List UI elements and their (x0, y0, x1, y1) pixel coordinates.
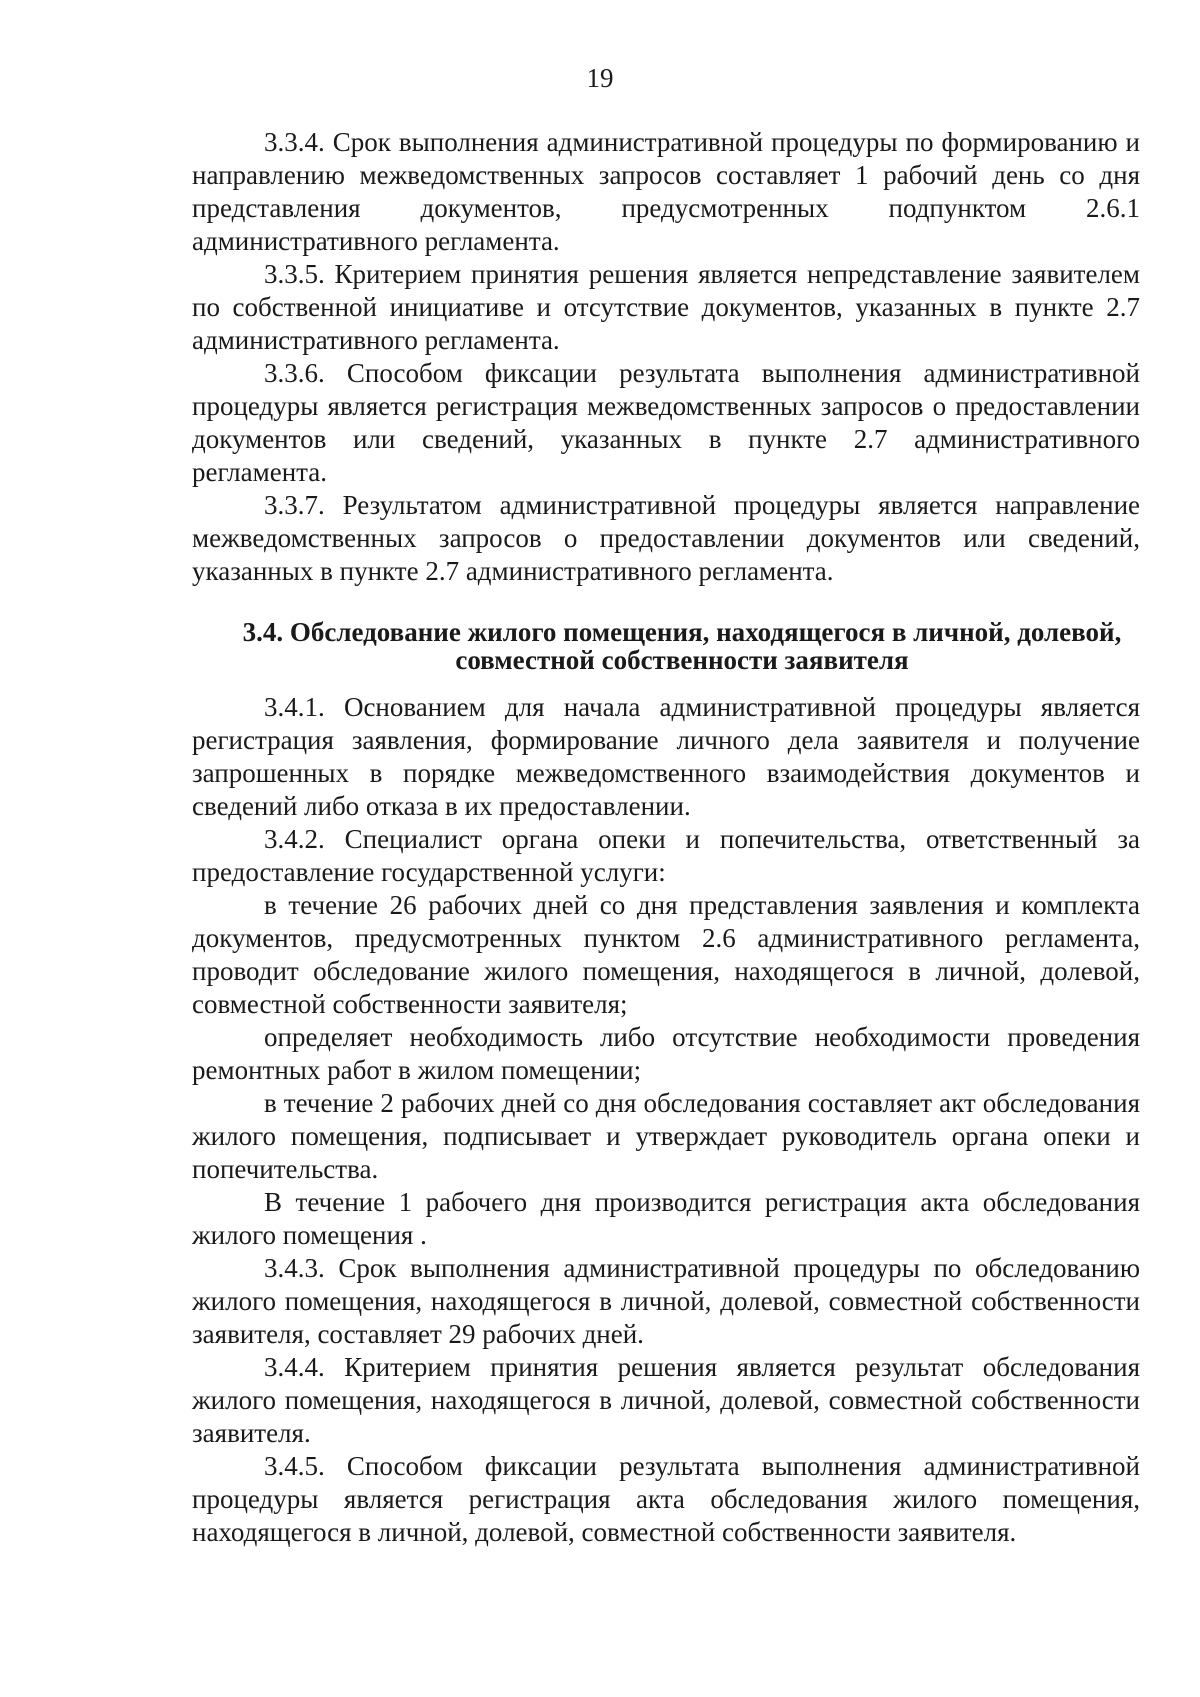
paragraph-3-4-5: 3.4.5. Способом фиксации результата выполнения административной процедуры является регистрация акта обследования жилого помещения, находящегося в личной, долевой, совместной собственности заявителя. (192, 1451, 1140, 1547)
paragraph-registration: В течение 1 рабочего дня производится регистрация акта обследования жилого помещения . (192, 1187, 1140, 1250)
paragraph-3-3-6: 3.3.6. Способом фиксации результата выполнения административной процедуры является регистрация межведомственных запросов о предоставлении документов или сведений, указанных в пункте 2.7 административного регламента. (192, 358, 1140, 487)
section-3-3-body (192, 126, 1140, 588)
paragraph-3-3-7: 3.3.7. Результатом административной процедуры является направление межведомственных запросов о предоставлении документов или сведений, указанных в пункте 2.7 административного регламента. (192, 490, 1140, 586)
section-3-4-body (192, 691, 1140, 1549)
paragraph-3-3-4: 3.3.4. Срок выполнения административной процедуры по формированию и направлению межведомственных запросов составляет 1 рабочий день со дня представления документов, предусмотренных подпунктом 2.6.1 административного регламента. (192, 127, 1140, 256)
paragraph-3-4-2-item-2: определяет необходимость либо отсутствие необходимости проведения ремонтных работ в жилом помещении; (192, 1022, 1140, 1085)
paragraph-3-4-2: 3.4.2. Специалист органа опеки и попечительства, ответственный за предоставление государственной услуги: (192, 824, 1140, 887)
paragraph-3-4-2-item-3: в течение 2 рабочих дней со дня обследования составляет акт обследования жилого помещения, подписывает и утверждает руководитель органа опеки и попечительства. (192, 1088, 1140, 1184)
paragraph-3-4-2-item-1: в течение 26 рабочих дней со дня представления заявления и комплекта документов, предусмотренных пунктом 2.6 административного регламента, проводит обследование жилого помещения, находящегося в личной, долевой, совместной собственности заявителя; (192, 890, 1140, 1019)
paragraph-3-4-4: 3.4.4. Критерием принятия решения является результат обследования жилого помещения, находящегося в личной, долевой, совместной собственности заявителя. (192, 1352, 1140, 1448)
paragraph-3-4-1: 3.4.1. Основанием для начала административной процедуры является регистрация заявления, формирование личного дела заявителя и получение запрошенных в порядке межведомственного взаимодействия документов и сведений либо отказа в их предоставлении. (192, 692, 1140, 821)
page-number: 19 (586, 63, 614, 93)
paragraph-3-4-3: 3.4.3. Срок выполнения административной процедуры по обследованию жилого помещения, находящегося в личной, долевой, совместной собственности заявителя, составляет 29 рабочих дней. (192, 1253, 1140, 1349)
section-3-4-heading: 3.4. Обследование жилого помещения, находящегося в личной, долевой, совместной собственности заявителя (242, 617, 1122, 675)
paragraph-3-3-5: 3.3.5. Критерием принятия решения является непредставление заявителем по собственной инициативе и отсутствие документов, указанных в пункте 2.7 административного регламента. (192, 259, 1140, 355)
